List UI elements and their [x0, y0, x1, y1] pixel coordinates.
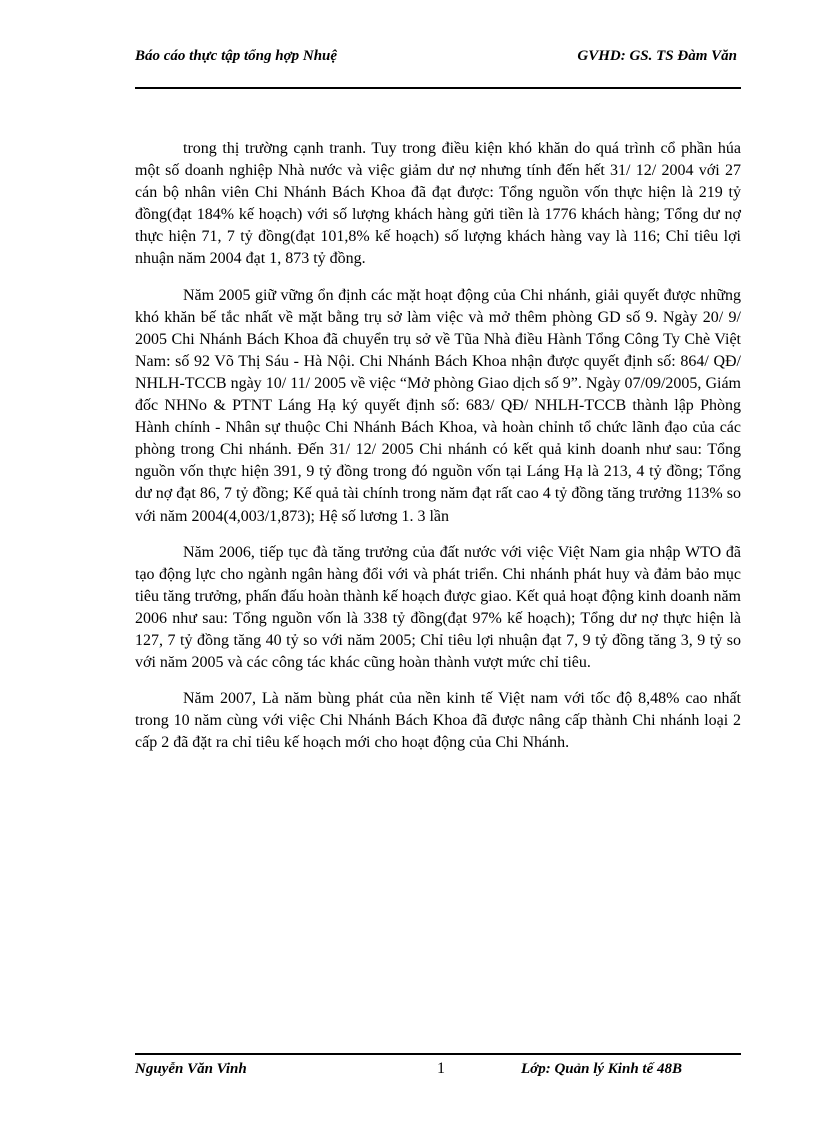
header-advisor: GVHD: GS. TS Đàm Văn	[577, 48, 737, 64]
header-report-title: Báo cáo thực tập tổng hợp Nhuệ	[135, 48, 338, 64]
document-body	[135, 138, 741, 768]
footer-class: Lớp: Quản lý Kinh tế 48B	[521, 1061, 682, 1077]
footer-author: Nguyễn Văn Vinh	[135, 1061, 247, 1077]
page-footer	[135, 1058, 741, 1080]
paragraph-2004-results: trong thị trường cạnh tranh. Tuy trong điều kiện khó khăn do quá trình cổ phần húa một số doanh nghiệp Nhà nước và việc giảm dư nợ nhưng tính đến hết 31/ 12/ 2004 với 27 cán bộ nhân viên Chi Nhánh Bách Khoa đã đạt được: Tổng nguồn vốn thực hiện là 219 tỷ đồng(đạt 184% kế hoạch) với số lượng khách hàng gửi tiền là 1776 khách hàng; Tổng dư nợ thực hiện 71, 7 tỷ đồng(đạt 101,8% kế hoạch) số lượng khách hàng vay là 116; Chỉ tiêu lợi nhuận năm 2004 đạt 1, 873 tỷ đồng.	[135, 140, 741, 268]
paragraph-2007-results: Năm 2007, Là năm bùng phát của nền kinh tế Việt nam với tốc độ 8,48% cao nhất trong 10 năm cùng với việc Chi Nhánh Bách Khoa đã được nâng cấp thành Chi nhánh loại 2 cấp 2 đã đặt ra chỉ tiêu kế hoạch mới cho hoạt động của Chi Nhánh.	[135, 690, 741, 752]
page-number: 1	[437, 1060, 445, 1077]
header-divider	[135, 87, 741, 89]
footer-divider	[135, 1053, 741, 1055]
paragraph-2005-results: Năm 2005 giữ vững ổn định các mặt hoạt động của Chi nhánh, giải quyết được những khó khăn bế tắc nhất về mặt bằng trụ sở làm việc và mở thêm phòng GD số 9. Ngày 20/ 9/ 2005 Chi Nhánh Bách Khoa đã chuyển trụ sở về Tũa Nhà điều Hành Tổng Công Ty Chè Việt Nam: số 92 Võ Thị Sáu - Hà Nội. Chi Nhánh Bách Khoa nhận được quyết định số: 864/ QĐ/ NHLH-TCCB ngày 10/ 11/ 2005 về việc “Mở phòng Giao dịch số 9”. Ngày 07/09/2005, Giám đốc NHNo & PTNT Láng Hạ ký quyết định số: 683/ QĐ/ NHLH-TCCB thành lập Phòng Hành chính - Nhân sự thuộc Chi Nhánh Bách Khoa, và hoàn chỉnh tổ chức lãnh đạo của các phòng trong Chi nhánh. Đến 31/ 12/ 2005 Chi nhánh có kết quả kinh doanh như sau: Tổng nguồn vốn thực hiện 391, 9 tỷ đồng trong đó nguồn vốn tại Láng Hạ là 213, 4 tỷ đồng; Tổng dư nợ đạt 86, 7 tỷ đồng; Kế quả tài chính trong năm đạt rất cao 4 tỷ đồng tăng trưởng 113% so với năm 2004(4,003/1,873); Hệ số lương 1. 3 lần	[135, 286, 741, 525]
paragraph-2006-results: Năm 2006, tiếp tục đà tăng trưởng của đất nước với việc Việt Nam gia nhập WTO đã tạo động lực cho ngành ngân hàng đổi với và phát triển. Chi nhánh phát huy và đảm bảo mục tiêu tăng trưởng, phấn đấu hoàn thành kế hoạch được giao. Kết quả hoạt động kinh doanh năm 2006 như sau: Tổng nguồn vốn là 338 tỷ đồng(đạt 97% kế hoạch); Tổng dư nợ thực hiện là 127, 7 tỷ đồng tăng 40 tỷ so với năm 2005; Chỉ tiêu lợi nhuận đạt 7, 9 tỷ đồng tăng 3, 9 tỷ so với năm 2005 và các công tác khác cũng hoàn thành vượt mức chỉ tiêu.	[135, 543, 741, 672]
